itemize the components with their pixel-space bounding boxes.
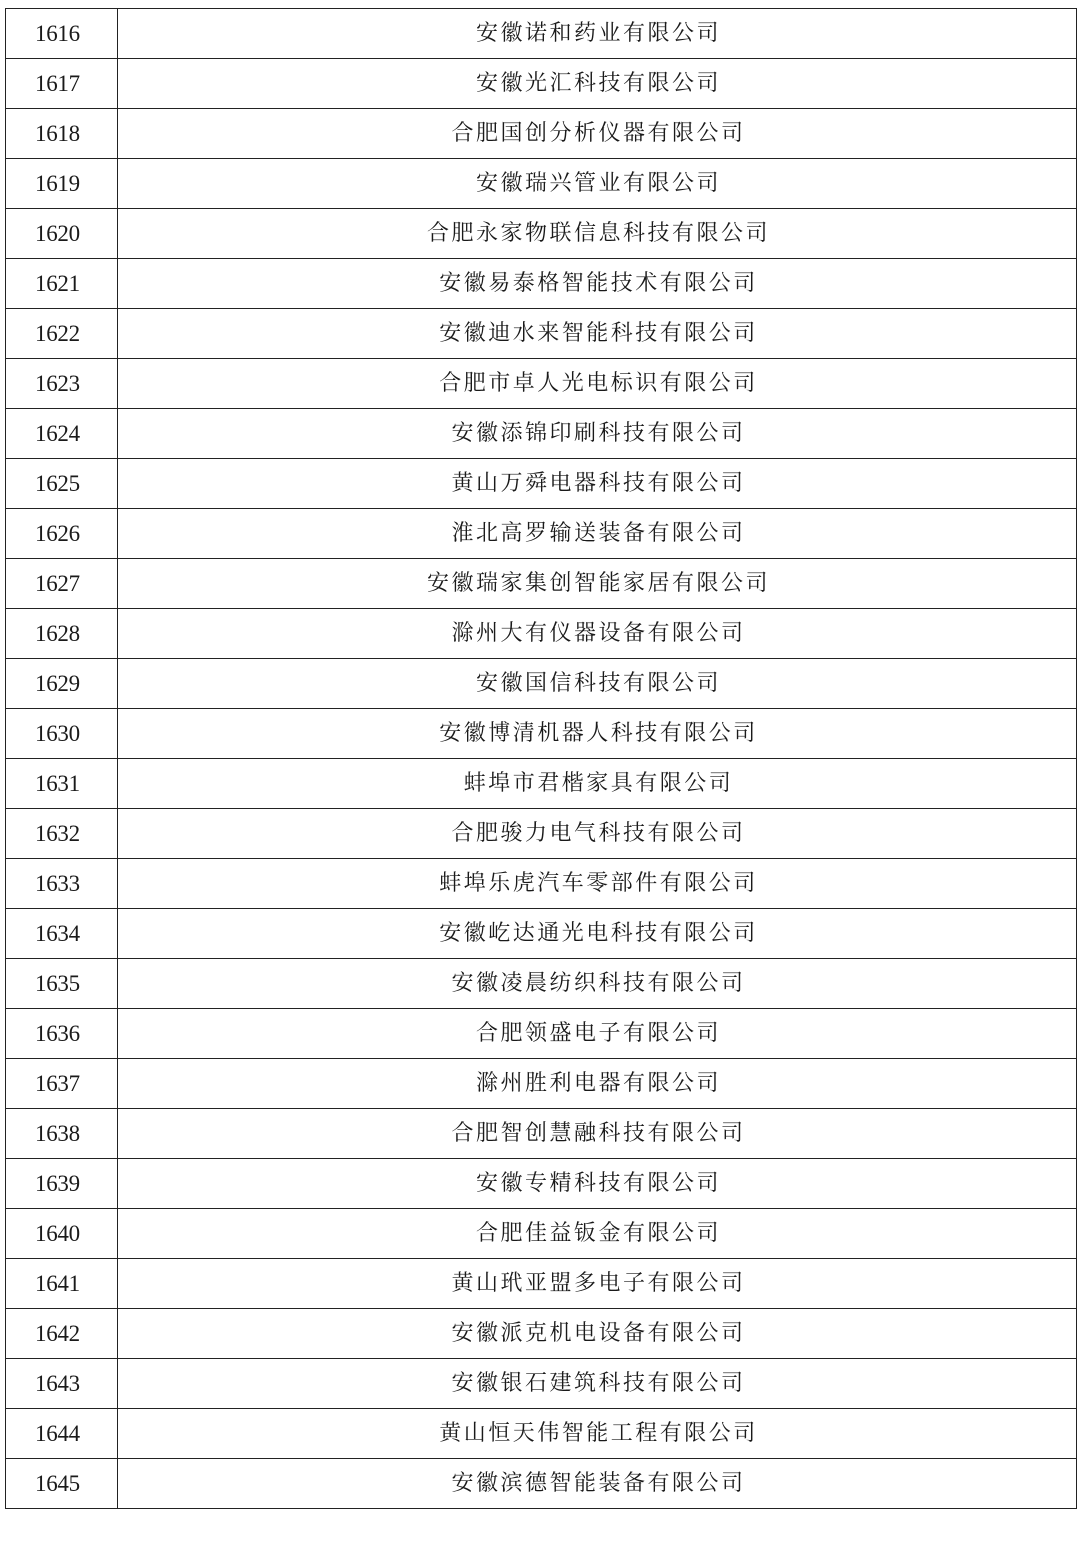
company-name-cell: 安徽博清机器人科技有限公司 <box>118 709 1077 759</box>
table-row <box>6 709 1077 759</box>
table-row <box>6 959 1077 1009</box>
row-number-cell: 1623 <box>6 359 118 409</box>
table-row <box>6 1159 1077 1209</box>
company-name-cell: 合肥永家物联信息科技有限公司 <box>118 209 1077 259</box>
company-name-cell: 蚌埠乐虎汽车零部件有限公司 <box>118 859 1077 909</box>
company-name-cell: 合肥骏力电气科技有限公司 <box>118 809 1077 859</box>
row-number-cell: 1637 <box>6 1059 118 1109</box>
company-name-cell: 安徽专精科技有限公司 <box>118 1159 1077 1209</box>
company-name-cell: 合肥市卓人光电标识有限公司 <box>118 359 1077 409</box>
row-number-cell: 1643 <box>6 1359 118 1409</box>
row-number-cell: 1640 <box>6 1209 118 1259</box>
table-row <box>6 359 1077 409</box>
table-row <box>6 1059 1077 1109</box>
company-name-cell: 安徽迪水来智能科技有限公司 <box>118 309 1077 359</box>
row-number-cell: 1632 <box>6 809 118 859</box>
company-name-cell: 安徽银石建筑科技有限公司 <box>118 1359 1077 1409</box>
company-name-cell: 安徽凌晨纺织科技有限公司 <box>118 959 1077 1009</box>
table-row <box>6 1409 1077 1459</box>
row-number-cell: 1638 <box>6 1109 118 1159</box>
row-number-cell: 1641 <box>6 1259 118 1309</box>
row-number-cell: 1629 <box>6 659 118 709</box>
company-name-cell: 合肥国创分析仪器有限公司 <box>118 109 1077 159</box>
company-name-cell: 安徽光汇科技有限公司 <box>118 59 1077 109</box>
table-row <box>6 9 1077 59</box>
table-row <box>6 459 1077 509</box>
company-name-cell: 安徽添锦印刷科技有限公司 <box>118 409 1077 459</box>
table-row <box>6 109 1077 159</box>
row-number-cell: 1618 <box>6 109 118 159</box>
row-number-cell: 1622 <box>6 309 118 359</box>
row-number-cell: 1627 <box>6 559 118 609</box>
company-name-cell: 合肥领盛电子有限公司 <box>118 1009 1077 1059</box>
row-number-cell: 1642 <box>6 1309 118 1359</box>
table-row <box>6 909 1077 959</box>
table-row <box>6 1209 1077 1259</box>
company-name-cell: 滁州胜利电器有限公司 <box>118 1059 1077 1109</box>
table-row <box>6 559 1077 609</box>
table-row <box>6 809 1077 859</box>
row-number-cell: 1639 <box>6 1159 118 1209</box>
row-number-cell: 1626 <box>6 509 118 559</box>
table-row <box>6 759 1077 809</box>
row-number-cell: 1634 <box>6 909 118 959</box>
company-name-cell: 安徽诺和药业有限公司 <box>118 9 1077 59</box>
row-number-cell: 1630 <box>6 709 118 759</box>
company-name-cell: 合肥佳益钣金有限公司 <box>118 1209 1077 1259</box>
table-row <box>6 609 1077 659</box>
table-row <box>6 309 1077 359</box>
table-row <box>6 509 1077 559</box>
company-name-cell: 滁州大有仪器设备有限公司 <box>118 609 1077 659</box>
company-list-body <box>6 9 1077 1509</box>
table-row <box>6 1259 1077 1309</box>
table-row <box>6 1359 1077 1409</box>
company-name-cell: 蚌埠市君楷家具有限公司 <box>118 759 1077 809</box>
table-row <box>6 659 1077 709</box>
row-number-cell: 1644 <box>6 1409 118 1459</box>
row-number-cell: 1635 <box>6 959 118 1009</box>
row-number-cell: 1645 <box>6 1459 118 1509</box>
company-name-cell: 安徽国信科技有限公司 <box>118 659 1077 709</box>
company-name-cell: 安徽滨德智能装备有限公司 <box>118 1459 1077 1509</box>
row-number-cell: 1616 <box>6 9 118 59</box>
company-name-cell: 合肥智创慧融科技有限公司 <box>118 1109 1077 1159</box>
company-name-cell: 安徽屹达通光电科技有限公司 <box>118 909 1077 959</box>
table-row <box>6 1309 1077 1359</box>
row-number-cell: 1625 <box>6 459 118 509</box>
table-row <box>6 209 1077 259</box>
company-name-cell: 黄山恒天伟智能工程有限公司 <box>118 1409 1077 1459</box>
row-number-cell: 1636 <box>6 1009 118 1059</box>
table-row <box>6 259 1077 309</box>
table-row <box>6 159 1077 209</box>
row-number-cell: 1631 <box>6 759 118 809</box>
row-number-cell: 1621 <box>6 259 118 309</box>
company-name-cell: 淮北高罗输送装备有限公司 <box>118 509 1077 559</box>
company-name-cell: 安徽瑞家集创智能家居有限公司 <box>118 559 1077 609</box>
table-row <box>6 1009 1077 1059</box>
row-number-cell: 1633 <box>6 859 118 909</box>
row-number-cell: 1620 <box>6 209 118 259</box>
table-row <box>6 409 1077 459</box>
row-number-cell: 1617 <box>6 59 118 109</box>
row-number-cell: 1628 <box>6 609 118 659</box>
table-row <box>6 1109 1077 1159</box>
company-name-cell: 安徽派克机电设备有限公司 <box>118 1309 1077 1359</box>
company-name-cell: 安徽瑞兴管业有限公司 <box>118 159 1077 209</box>
row-number-cell: 1619 <box>6 159 118 209</box>
company-list-table <box>5 8 1077 1509</box>
table-row <box>6 859 1077 909</box>
row-number-cell: 1624 <box>6 409 118 459</box>
company-name-cell: 安徽易泰格智能技术有限公司 <box>118 259 1077 309</box>
table-row <box>6 59 1077 109</box>
company-name-cell: 黄山万舜电器科技有限公司 <box>118 459 1077 509</box>
table-row <box>6 1459 1077 1509</box>
company-name-cell: 黄山玳亚盟多电子有限公司 <box>118 1259 1077 1309</box>
